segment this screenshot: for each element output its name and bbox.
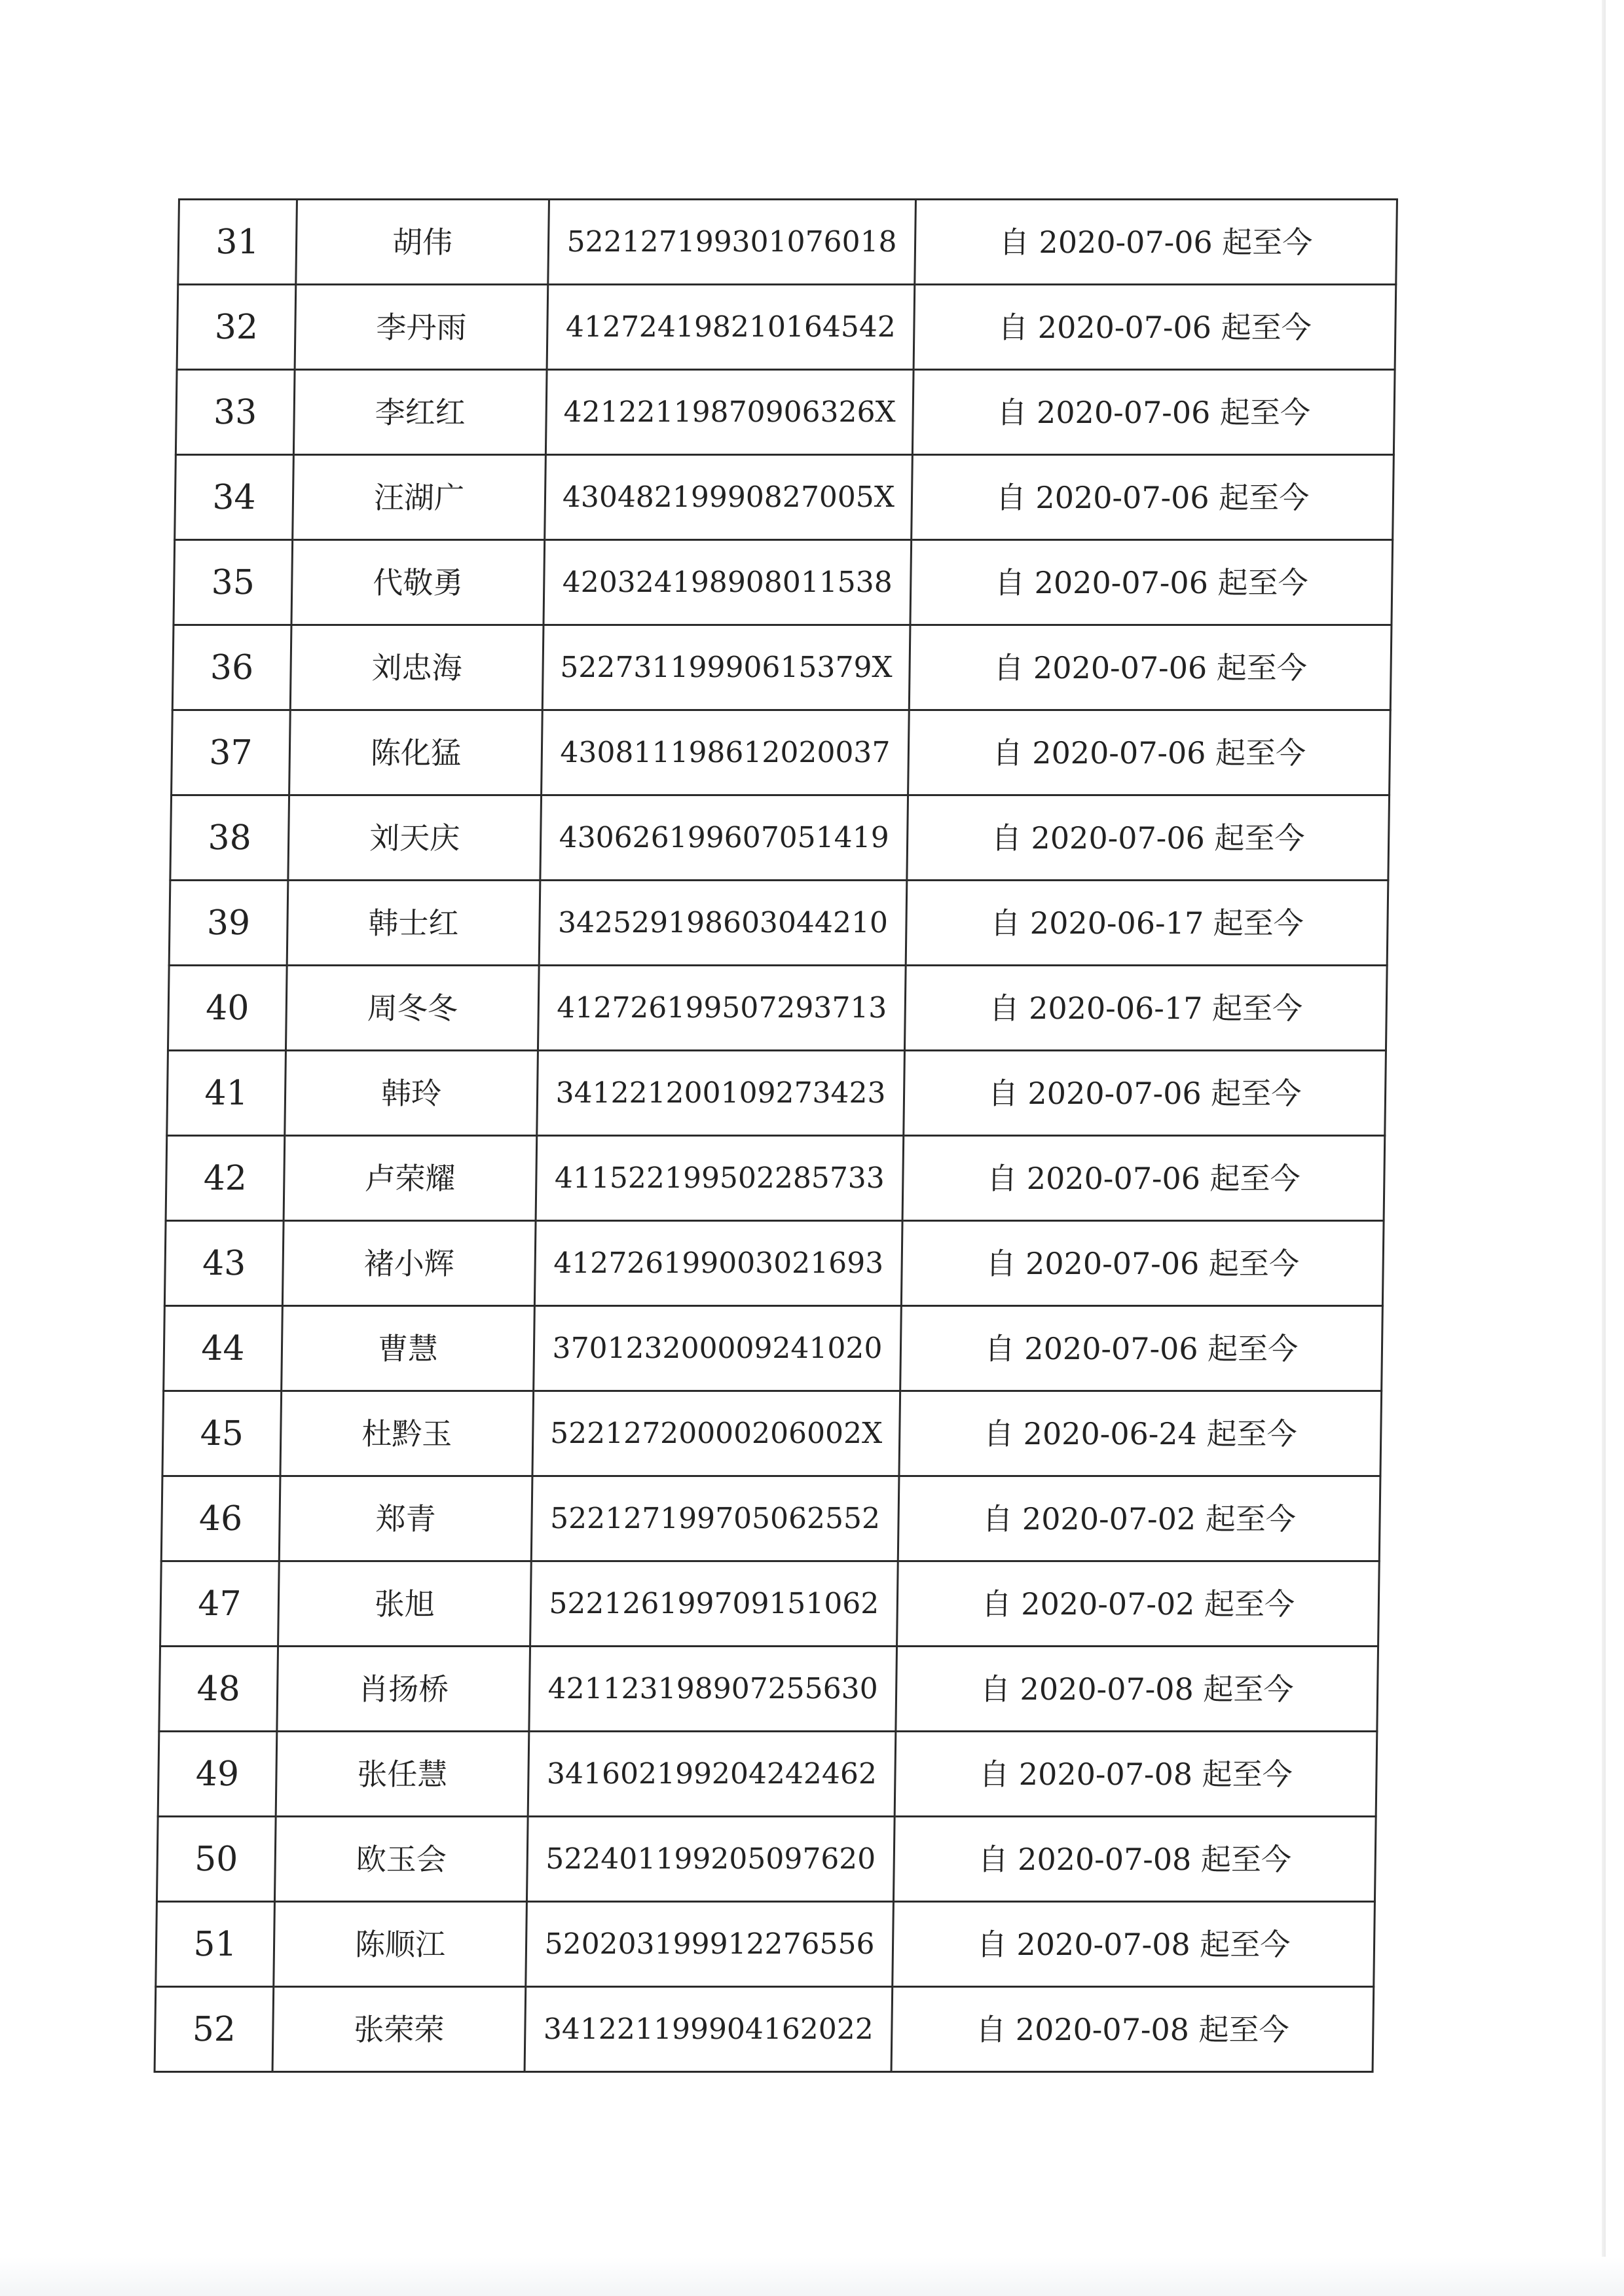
period-cell: 自 2020-07-06 起至今 (912, 455, 1394, 540)
table-row (168, 966, 1387, 1051)
id-number-cell: 412724198210164542 (547, 285, 915, 370)
name-cell: 李红红 (293, 370, 547, 455)
row-number-cell: 45 (162, 1391, 282, 1476)
period-cell: 自 2020-07-06 起至今 (902, 1136, 1385, 1221)
period-cell: 自 2020-07-06 起至今 (909, 625, 1392, 710)
table-row (175, 455, 1394, 540)
id-number-cell: 520203199912276556 (526, 1902, 894, 1987)
id-number-cell: 341602199204242462 (528, 1732, 896, 1817)
row-number-cell: 36 (172, 625, 291, 710)
period-cell: 自 2020-07-06 起至今 (901, 1221, 1384, 1306)
row-number-cell: 40 (168, 966, 287, 1051)
period-cell: 自 2020-07-08 起至今 (895, 1732, 1377, 1817)
table-row (172, 710, 1391, 795)
period-cell: 自 2020-07-08 起至今 (896, 1647, 1378, 1732)
table-row (175, 370, 1395, 455)
period-cell: 自 2020-07-06 起至今 (912, 370, 1395, 455)
name-cell: 张旭 (278, 1561, 532, 1647)
id-number-cell: 412726199507293713 (538, 966, 906, 1051)
name-cell: 张荣荣 (272, 1987, 526, 2072)
id-number-cell: 522127199301076018 (548, 200, 916, 285)
name-cell: 胡伟 (296, 200, 549, 285)
id-number-cell: 430811198612020037 (542, 710, 910, 795)
row-number-cell: 34 (175, 455, 294, 540)
table-row (155, 1987, 1374, 2072)
id-number-cell: 522127199705062552 (531, 1476, 899, 1561)
row-number-cell: 43 (164, 1221, 284, 1306)
period-cell: 自 2020-07-06 起至今 (908, 710, 1391, 795)
name-cell: 周冬冬 (286, 966, 539, 1051)
id-number-cell: 430626199607051419 (540, 795, 908, 881)
row-number-cell: 42 (166, 1136, 285, 1221)
table-row (156, 1902, 1375, 1987)
period-cell: 自 2020-07-08 起至今 (891, 1987, 1374, 2072)
period-cell: 自 2020-06-24 起至今 (899, 1391, 1382, 1476)
period-cell: 自 2020-06-17 起至今 (906, 881, 1388, 966)
table-row (157, 1817, 1376, 1902)
period-cell: 自 2020-07-06 起至今 (913, 285, 1396, 370)
table-row (159, 1647, 1378, 1732)
name-cell: 刘天庆 (288, 795, 542, 881)
table-row (161, 1476, 1380, 1561)
name-cell: 褚小辉 (282, 1221, 536, 1306)
table-row (172, 625, 1392, 710)
id-number-cell: 341221199904162022 (525, 1987, 893, 2072)
table-row (164, 1221, 1384, 1306)
id-number-cell: 420324198908011538 (544, 540, 912, 625)
name-cell: 李丹雨 (295, 285, 548, 370)
row-number-cell: 52 (155, 1987, 274, 2072)
id-number-cell: 412726199003021693 (534, 1221, 902, 1306)
row-number-cell: 39 (169, 881, 288, 966)
name-cell: 曹慧 (282, 1306, 535, 1391)
id-number-cell: 43048219990827005X (545, 455, 913, 540)
name-cell: 肖扬桥 (277, 1647, 530, 1732)
period-cell: 自 2020-06-17 起至今 (904, 966, 1387, 1051)
period-cell: 自 2020-07-06 起至今 (915, 200, 1397, 285)
name-cell: 陈顺江 (274, 1902, 527, 1987)
row-number-cell: 35 (174, 540, 293, 625)
row-number-cell: 51 (156, 1902, 275, 1987)
period-cell: 自 2020-07-08 起至今 (893, 1902, 1375, 1987)
name-cell: 郑青 (279, 1476, 532, 1561)
id-number-cell: 342529198603044210 (539, 881, 907, 966)
row-number-cell: 32 (177, 285, 296, 370)
row-number-cell: 41 (167, 1051, 286, 1136)
row-number-cell: 48 (159, 1647, 278, 1732)
scan-edge-shadow (1602, 0, 1606, 2296)
period-cell: 自 2020-07-06 起至今 (907, 795, 1390, 881)
table-row (177, 285, 1396, 370)
period-cell: 自 2020-07-06 起至今 (910, 540, 1393, 625)
table-row (170, 795, 1390, 881)
period-cell: 自 2020-07-06 起至今 (904, 1051, 1386, 1136)
table-row (174, 540, 1393, 625)
period-cell: 自 2020-07-06 起至今 (900, 1306, 1383, 1391)
name-cell: 韩玲 (285, 1051, 538, 1136)
table-row (160, 1561, 1380, 1647)
table-row (169, 881, 1388, 966)
table-row (178, 200, 1397, 285)
id-number-cell: 42122119870906326X (545, 370, 913, 455)
table-row (167, 1051, 1386, 1136)
name-cell: 张任慧 (276, 1732, 529, 1817)
name-cell: 刘忠海 (290, 625, 544, 710)
id-number-cell: 522126199709151062 (530, 1561, 898, 1647)
period-cell: 自 2020-07-08 起至今 (893, 1817, 1376, 1902)
name-cell: 代敬勇 (291, 540, 545, 625)
table-row (166, 1136, 1385, 1221)
roster-table-body (155, 200, 1397, 2072)
table-row (164, 1306, 1383, 1391)
name-cell: 汪湖广 (293, 455, 546, 540)
row-number-cell: 47 (160, 1561, 280, 1647)
row-number-cell: 50 (157, 1817, 276, 1902)
row-number-cell: 38 (170, 795, 289, 881)
scan-bottom-shadow (0, 2257, 1624, 2296)
name-cell: 韩士红 (287, 881, 540, 966)
row-number-cell: 49 (158, 1732, 277, 1817)
id-number-cell: 421123198907255630 (529, 1647, 897, 1732)
id-number-cell: 411522199502285733 (536, 1136, 904, 1221)
row-number-cell: 37 (172, 710, 291, 795)
name-cell: 欧玉会 (274, 1817, 528, 1902)
row-number-cell: 44 (164, 1306, 283, 1391)
id-number-cell: 341221200109273423 (537, 1051, 905, 1136)
row-number-cell: 33 (175, 370, 295, 455)
id-number-cell: 522401199205097620 (526, 1817, 895, 1902)
name-cell: 陈化猛 (289, 710, 543, 795)
row-number-cell: 46 (161, 1476, 280, 1561)
period-cell: 自 2020-07-02 起至今 (897, 1561, 1380, 1647)
period-cell: 自 2020-07-02 起至今 (898, 1476, 1380, 1561)
id-number-cell: 52212720000206002X (532, 1391, 900, 1476)
roster-table (154, 198, 1398, 2073)
table-row (162, 1391, 1382, 1476)
name-cell: 卢荣耀 (284, 1136, 537, 1221)
id-number-cell: 52273119990615379X (542, 625, 910, 710)
name-cell: 杜黔玉 (280, 1391, 534, 1476)
id-number-cell: 370123200009241020 (534, 1306, 902, 1391)
table-row (158, 1732, 1377, 1817)
row-number-cell: 31 (178, 200, 297, 285)
